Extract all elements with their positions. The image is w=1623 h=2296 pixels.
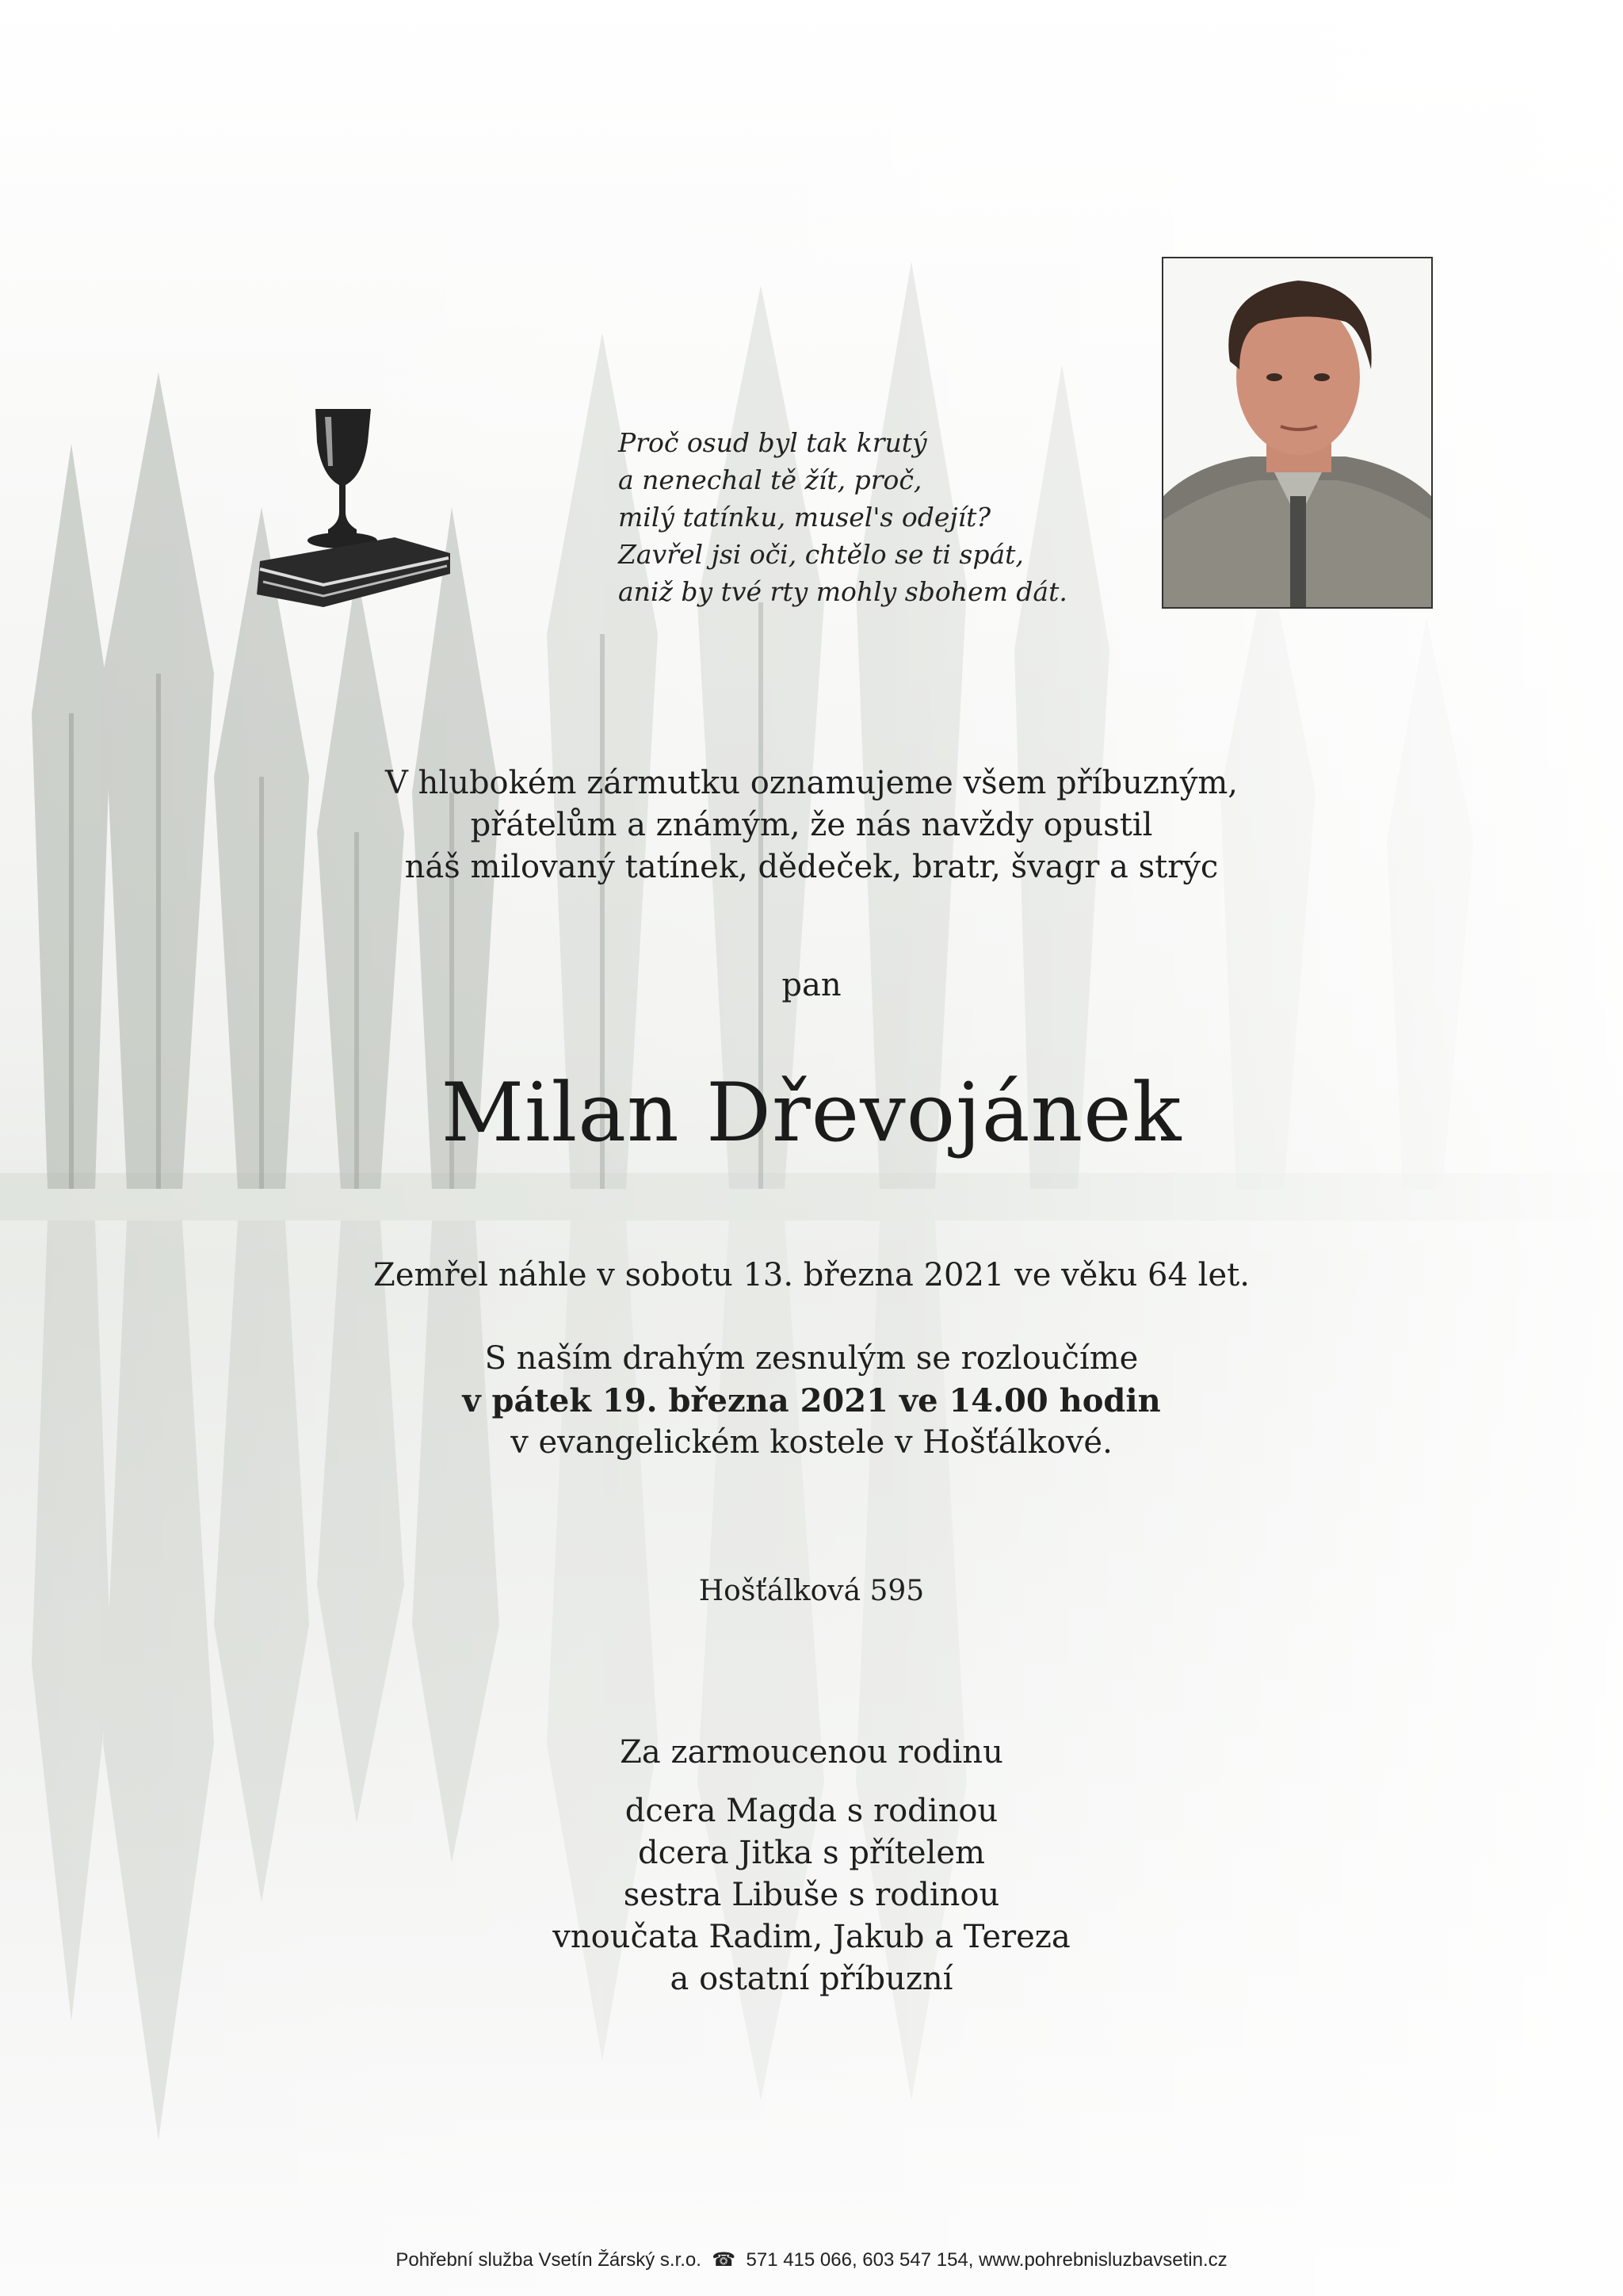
farewell-line: S naším drahým zesnulým se rozloučíme — [484, 1340, 1139, 1377]
poem-line: milý tatínku, musel's odejít? — [618, 502, 991, 533]
farewell-ceremony-info — [257, 1338, 1366, 1464]
deceased-name: Milan Dřevojánek — [441, 1066, 1182, 1160]
family-member: sestra Libuše s rodinou — [623, 1877, 1000, 1913]
mourning-family — [415, 1732, 1208, 2000]
chalice-on-book-icon — [252, 403, 452, 607]
family-member: a ostatní příbuzní — [670, 1961, 953, 1997]
announcement-line: přátelům a známým, že nás navždy opustil — [470, 807, 1153, 843]
poem-line: Proč osud byl tak krutý — [618, 427, 927, 458]
announcement-text — [257, 762, 1366, 888]
family-member: dcera Magda s rodinou — [624, 1793, 999, 1829]
portrait-image — [1163, 258, 1431, 607]
funeral-service-contacts: 571 415 066, 603 547 154, www.pohrebnisluzbavsetin.cz — [746, 2249, 1228, 2271]
farewell-date-time: v pátek 19. března 2021 ve 14.00 hodin — [462, 1382, 1161, 1419]
death-notice: Zemřel náhle v sobotu 13. března 2021 ve věku 64 let. — [373, 1257, 1250, 1293]
poem-line: a nenechal tě žít, proč, — [618, 464, 922, 495]
funeral-service-name: Pohřební služba Vsetín Žárský s.r.o. — [395, 2249, 701, 2271]
farewell-location: v evangelickém kostele v Hošťálkové. — [510, 1424, 1113, 1461]
announcement-line: náš milovaný tatínek, dědeček, bratr, švagr a strýc — [404, 849, 1219, 885]
family-member: vnoučata Radim, Jakub a Tereza — [552, 1919, 1071, 1955]
family-lead: Za zarmoucenou rodinu — [620, 1734, 1003, 1771]
poem-line: Zavřel jsi oči, chtělo se ti spát, — [618, 539, 1024, 570]
deceased-portrait-photo — [1162, 257, 1433, 609]
family-member: dcera Jitka s přítelem — [638, 1835, 985, 1871]
announcement-line: V hlubokém zármutku oznamujeme všem příbuzným, — [385, 765, 1238, 801]
telephone-icon: ☎ — [706, 2249, 741, 2271]
family-address: Hošťálková 595 — [698, 1575, 925, 1607]
salutation: pan — [781, 967, 842, 1003]
funeral-service-footer — [257, 2248, 1366, 2273]
memorial-poem — [618, 424, 1067, 610]
poem-line: aniž by tvé rty mohly sbohem dát. — [618, 576, 1067, 607]
